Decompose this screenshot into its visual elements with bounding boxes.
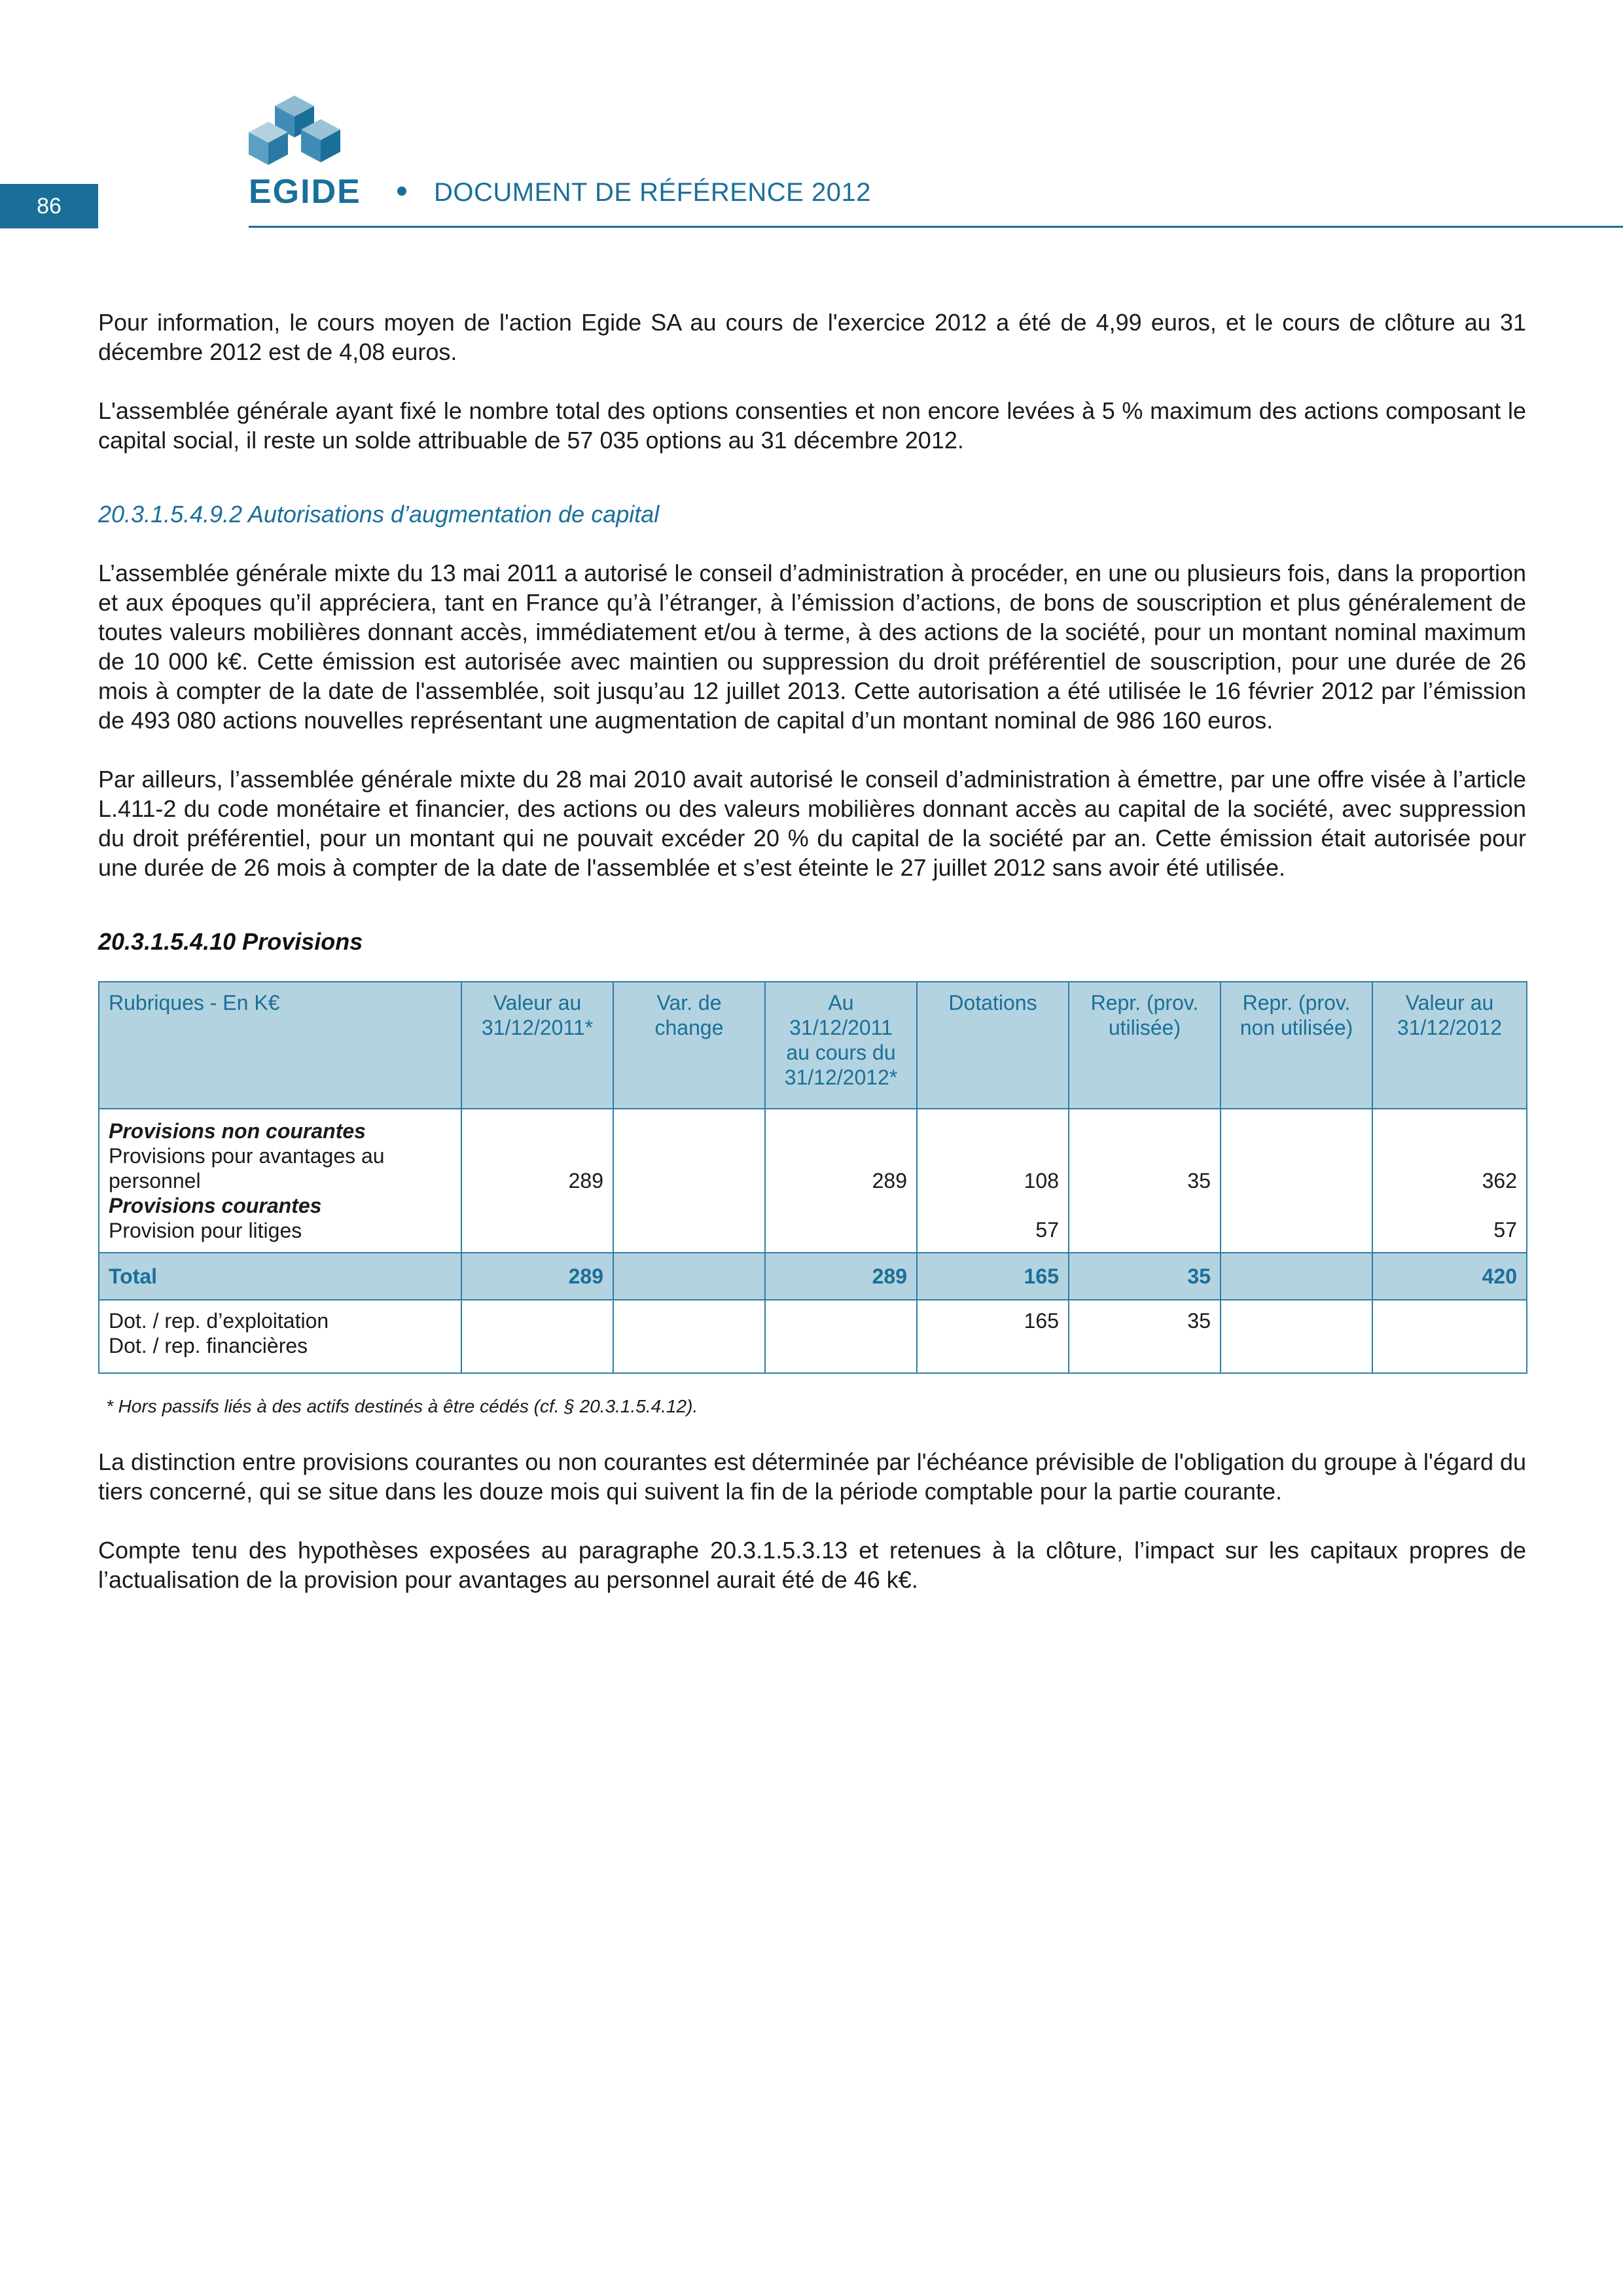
col-header: Valeur au 31/12/2012 xyxy=(1372,982,1527,1109)
paragraph-agm-2010: Par ailleurs, l’assemblée générale mixte du 28 mai 2010 avait autorisé le conseil d’administration à émettre, par une offre visée à l’article L.411-2 du code monétaire et financier, des actions ou des valeurs mobilières donnant accès au capital de la société, avec suppression du droit préférentiel, pour un montant qui ne pouvait excéder 20 % du capital de la société par an. Cette émission était autorisée pour une durée de 26 mois à compter de la date de l'assemblée et s’est éteinte le 27 juillet 2012 sans avoir été utilisée. xyxy=(98,766,1526,881)
col-header: Au 31/12/2011 au cours du 31/12/2012* xyxy=(765,982,917,1109)
label-operating: Dot. / rep. d’exploitation xyxy=(109,1309,329,1333)
cell-value xyxy=(613,1253,765,1300)
cell-value: 35 xyxy=(1187,1169,1211,1193)
total-label: Total xyxy=(99,1253,461,1300)
egide-logo xyxy=(249,85,366,209)
cell-value xyxy=(1221,1253,1372,1300)
paragraph-options: L'assemblée générale ayant fixé le nombre total des options consenties et non encore levées à 5 % maximum des actions composant le capital social, il reste un solde attribuable de 57 035 options au 31 décembre 2012. xyxy=(98,397,1526,454)
label-litigation: Provision pour litiges xyxy=(109,1219,302,1242)
header-divider xyxy=(249,226,1623,228)
cell-value: 35 xyxy=(1069,1300,1221,1373)
col-header: Dotations xyxy=(917,982,1069,1109)
page-content xyxy=(98,308,1526,1594)
paragraph-share-price: Pour information, le cours moyen de l'action Egide SA au cours de l'exercice 2012 a été de 4,99 euros, et le cours de clôture au 31 décembre 2012 est de 4,08 euros. xyxy=(98,309,1526,365)
heading-capital-authorisations: 20.3.1.5.4.9.2 Autorisations d’augmentation de capital xyxy=(98,501,660,528)
col-header: Var. de change xyxy=(613,982,765,1109)
page-number: 86 xyxy=(0,184,98,228)
cell-value: 165 xyxy=(917,1300,1069,1373)
label-employee-benefits: Provisions pour avantages au personnel xyxy=(109,1144,385,1193)
cell-value: 289 xyxy=(461,1253,613,1300)
label-financial: Dot. / rep. financières xyxy=(109,1334,308,1357)
cell-value: 108 xyxy=(1024,1169,1059,1193)
table-header-row xyxy=(99,982,1527,1109)
cell-value: 35 xyxy=(1069,1253,1221,1300)
cell-value: 420 xyxy=(1372,1253,1527,1300)
label-non-current: Provisions non courantes xyxy=(109,1119,366,1143)
cell-value: 165 xyxy=(917,1253,1069,1300)
cell-value: 57 xyxy=(1035,1218,1059,1242)
cell-value: 289 xyxy=(765,1253,917,1300)
logo-wordmark: EGIDE xyxy=(249,173,361,209)
table-row xyxy=(99,1109,1527,1253)
cell-value: 57 xyxy=(1493,1218,1517,1242)
provisions-table xyxy=(98,981,1527,1374)
paragraph-distinction: La distinction entre provisions courantes ou non courantes est déterminée par l'échéance prévisible de l'obligation du groupe à l'égard du tiers concerné, qui se situe dans les douze mois qui suivent la fin de la période comptable pour la partie courante. xyxy=(98,1448,1527,1505)
table-row xyxy=(99,1300,1527,1373)
heading-provisions: 20.3.1.5.4.10 Provisions xyxy=(98,928,363,955)
paragraph-impact: Compte tenu des hypothèses exposées au paragraphe 20.3.1.5.3.13 et retenues à la clôture, l’impact sur les capitaux propres de l’actualisation de la provision pour avantages au personnel aurait été de 46 k€. xyxy=(98,1537,1526,1593)
row-labels xyxy=(99,1109,461,1253)
col-header: Repr. (prov. non utilisée) xyxy=(1221,982,1372,1109)
col-header: Rubriques - En K€ xyxy=(99,982,461,1109)
col-header: Repr. (prov. utilisée) xyxy=(1069,982,1221,1109)
document-title: DOCUMENT DE RÉFÉRENCE 2012 xyxy=(434,178,871,207)
cell-value: 289 xyxy=(568,1169,603,1193)
table-footnote: * Hors passifs liés à des actifs destinés à être cédés (cf. § 20.3.1.5.4.12). xyxy=(106,1396,698,1416)
header-bullet xyxy=(397,187,406,196)
cell-value: 289 xyxy=(872,1169,907,1193)
table-row-total xyxy=(99,1253,1527,1300)
cell-value: 362 xyxy=(1482,1169,1517,1193)
paragraph-agm-2011: L’assemblée générale mixte du 13 mai 2011 a autorisé le conseil d’administration à procéder, en une ou plusieurs fois, dans la proportion et aux époques qu’il appréciera, tant en France qu’à l’étranger, à l’émission d’actions, de bons de souscription et plus généralement de toutes valeurs mobilières donnant accès, immédiatement et/ou à terme, à des actions de la société, pour un montant nominal maximum de 10 000 k€. Cette émission est autorisée avec maintien ou suppression du droit préférentiel de souscription, pour une durée de 26 mois à compter de la date de l'assemblée, soit jusqu’au 12 juillet 2013. Cette autorisation a été utilisée le 16 février 2012 par l’émission de 493 080 actions nouvelles représentant une augmentation de capital d’un montant nominal de 986 160 euros. xyxy=(98,560,1526,734)
label-current: Provisions courantes xyxy=(109,1194,322,1217)
row-labels xyxy=(99,1300,461,1373)
col-header: Valeur au 31/12/2011* xyxy=(461,982,613,1109)
